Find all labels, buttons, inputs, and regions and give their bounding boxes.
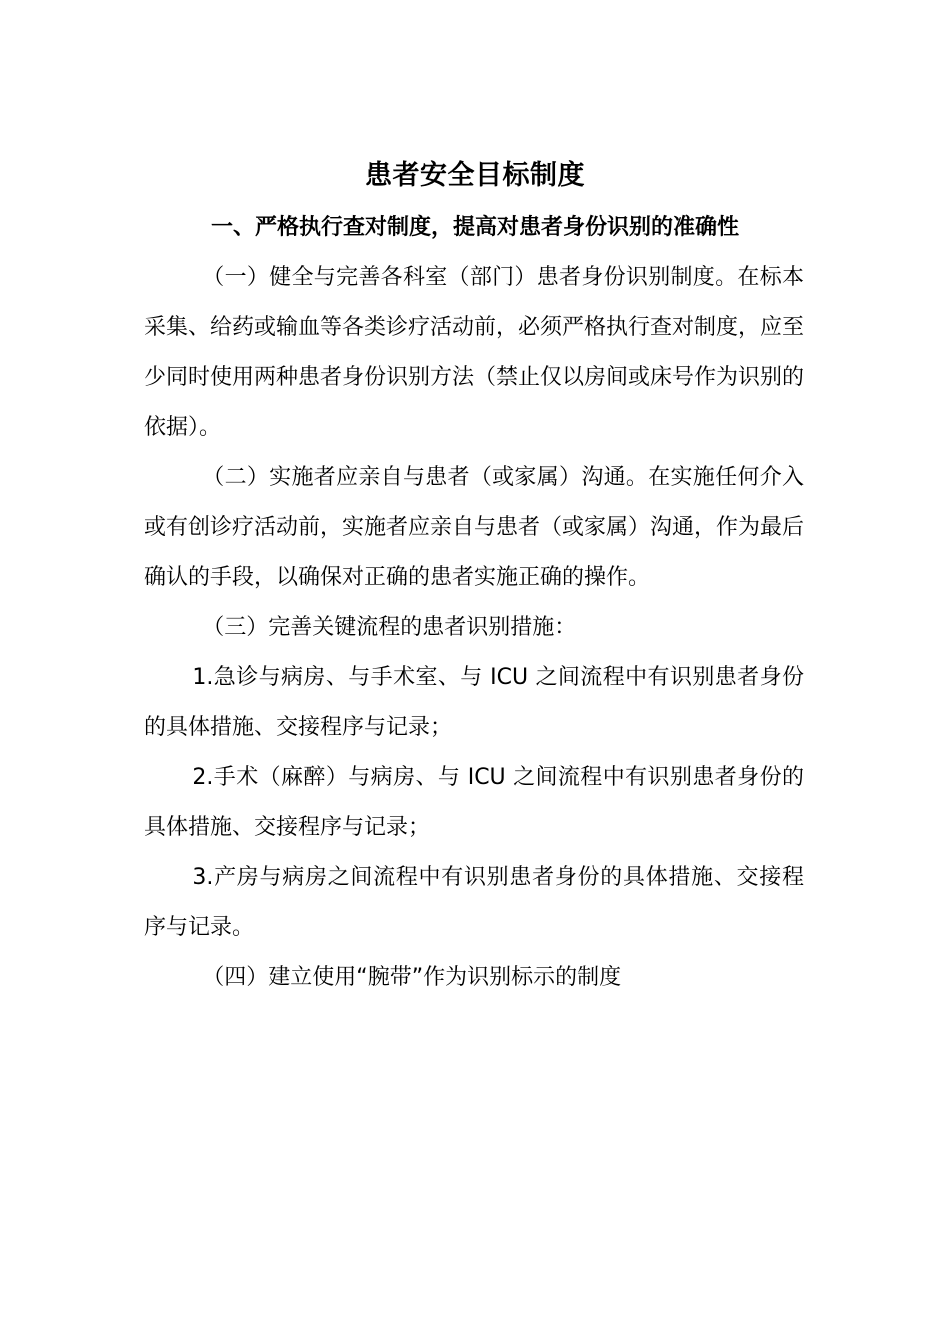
paragraph-2: （二）实施者应亲自与患者（或家属）沟通。在实施任何介入或有创诊疗活动前，实施者应亲自与患者（或家属）沟通，作为最后确认的手段，以确保对正确的患者实施正确的操作。 [144, 465, 805, 590]
document-title: 患者安全目标制度 [365, 160, 585, 191]
list-item-1: 1.急诊与病房、与手术室、与 ICU 之间流程中有识别患者身份的具体措施、交接程序与记录； [144, 665, 804, 740]
document-body [144, 253, 804, 1003]
list-item-2: 2.手术（麻醉）与病房、与 ICU 之间流程中有识别患者身份的具体措施、交接程序与记录； [144, 765, 804, 840]
list-item-3: 3.产房与病房之间流程中有识别患者身份的具体措施、交接程序与记录。 [144, 865, 804, 940]
paragraph-3: （三）完善关键流程的患者识别措施： [202, 615, 577, 640]
paragraph-4: （四）建立使用“腕带”作为识别标示的制度 [202, 965, 622, 990]
section-heading: 一、严格执行查对制度，提高对患者身份识别的准确性 [210, 215, 739, 240]
paragraph-1: （一）健全与完善各科室（部门）患者身份识别制度。在标本采集、给药或输血等各类诊疗活动前，必须严格执行查对制度，应至少同时使用两种患者身份识别方法（禁止仅以房间或床号作为识别的依据）。 [144, 265, 805, 440]
